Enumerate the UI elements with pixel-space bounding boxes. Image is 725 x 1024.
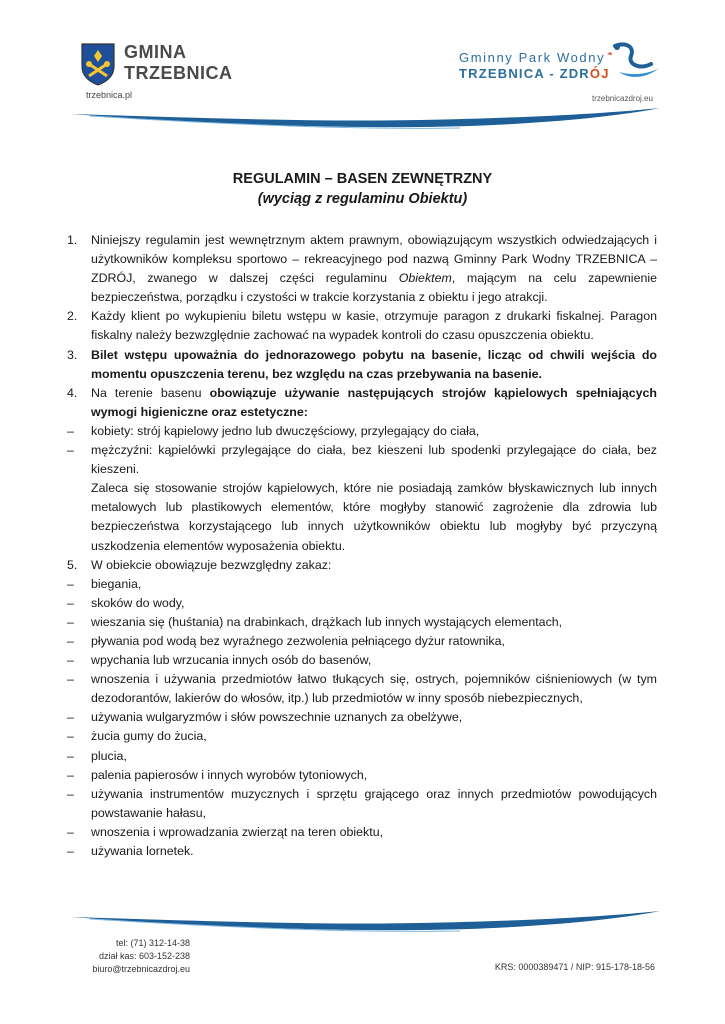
rule-4-bold: obowiązuje używanie następujących strojów kąpielowych spełniających wymogi higieniczne oraz estetyczne: xyxy=(91,385,657,419)
list-item-text: kobiety: strój kąpielowy jedno lub dwuczęściowy, przylegający do ciała, xyxy=(91,423,480,438)
dash-bullet: – xyxy=(67,595,74,610)
list-item-text: pływania pod wodą bez wyraźnego zezwolenia pełniącego dyżur ratownika, xyxy=(91,633,505,648)
prohibition-item xyxy=(67,766,657,785)
list-item-text: wpychania lub wrzucania innych osób do basenów, xyxy=(91,653,372,668)
rule-text: Każdy klient po wykupieniu biletu wstępu w kasie, otrzymuje paragon z drukarki fiskalnej. Paragon fiskalny należy bezwzględnie zachować na wypadek kontroli do czasu opuszczenia obiektu. xyxy=(91,309,657,343)
rule-number: 2. xyxy=(67,309,78,324)
swimwear-recommendation: Zaleca się stosowanie strojów kąpielowych, które nie posiadają zamków błyskawicznych lub innych metalowych lub plastikowych elementów, które mogłyby stanowić zagrożenie dla zdrowia lub bezpieczeństwa korzystającego lub innych użytkowników obiektu lub mogłyby być przyczyną uszkodzenia elementów wyposażenia obiektu. xyxy=(91,481,657,553)
rule-text: W obiekcie obowiązuje bezwzględny zakaz: xyxy=(91,557,332,572)
prohibition-item xyxy=(67,575,657,594)
footer-cashier-phone: dział kas: 603-152-238 xyxy=(98,951,190,961)
list-item-text: skoków do wody, xyxy=(91,595,185,610)
park-location-accent: ÓJ xyxy=(589,66,610,81)
footer-contact xyxy=(80,937,190,976)
list-item-text: palenia papierosów i innych wyrobów tytoniowych, xyxy=(91,767,368,782)
swan-wave-icon xyxy=(605,40,661,84)
dash-bullet: – xyxy=(67,710,74,725)
dash-bullet: – xyxy=(67,443,74,458)
prohibition-item xyxy=(67,613,657,632)
dash-bullet: – xyxy=(67,748,74,763)
dash-bullet: – xyxy=(67,729,74,744)
prohibition-item xyxy=(67,823,657,842)
prohibition-item xyxy=(67,708,657,727)
gmina-name: TRZEBNICA xyxy=(124,63,233,83)
rule-text xyxy=(91,384,657,422)
document-title: REGULAMIN – BASEN ZEWNĘTRZNY xyxy=(232,171,493,187)
rule-text xyxy=(91,231,657,307)
dash-bullet: – xyxy=(67,672,74,687)
prohibition-item xyxy=(67,747,657,766)
list-item-text: używania wulgaryzmów i słów powszechnie uznanych za obelżywe, xyxy=(91,710,463,725)
list-item-text: wnoszenia i używania przedmiotów łatwo tłukących się, ostrych, pojemników ciśnieniowych (w tym dezodorantów, lakierów do włosów, itp.) lub przedmiotów w inny sposób niebezpiecznych, xyxy=(91,672,657,706)
left-logo-url[interactable]: trzebnica.pl xyxy=(86,90,133,100)
park-location-main: TRZEBNICA - ZDR xyxy=(459,66,590,81)
prohibition-item xyxy=(67,727,657,746)
list-item-text: biegania, xyxy=(91,576,142,591)
rule-2 xyxy=(67,307,657,345)
list-item-text: plucia, xyxy=(91,748,127,763)
prohibition-item xyxy=(67,632,657,651)
rule-number: 5. xyxy=(67,557,78,572)
footer-wave-divider xyxy=(0,905,725,933)
rule-number: 4. xyxy=(67,385,78,400)
coat-of-arms-icon xyxy=(80,42,116,86)
rule-4-lead: Na terenie basenu xyxy=(91,385,210,400)
rule-number: 1. xyxy=(67,233,78,247)
swimwear-item xyxy=(67,441,657,479)
rule-number: 3. xyxy=(67,347,78,362)
dash-bullet: – xyxy=(67,844,74,858)
prohibition-item xyxy=(67,842,657,861)
rule-1-text-b: , mającym na celu zapewnienie bezpieczeństwa, porządku i czystości w trakcie korzystania z obiektu i jego atrakcji. xyxy=(91,271,657,305)
header-wave-divider xyxy=(0,100,725,130)
rule-3 xyxy=(67,346,657,384)
list-item-text: żucia gumy do żucia, xyxy=(91,729,207,744)
footer-email[interactable]: biuro@trzebnicazdroj.eu xyxy=(92,964,190,974)
regulations-body xyxy=(67,231,657,861)
rule-1 xyxy=(67,231,657,307)
dash-bullet: – xyxy=(67,576,74,591)
prohibition-item xyxy=(67,670,657,708)
park-location-line xyxy=(459,66,610,81)
document-subtitle: (wyciąg z regulaminu Obiektu) xyxy=(257,191,468,207)
park-name-line: Gminny Park Wodny xyxy=(459,50,606,65)
list-item-text: mężczyźni: kąpielówki przylegające do ciała, bez kieszeni lub spodenki przylegające do ciała, bez kieszeni. xyxy=(91,443,657,477)
dash-bullet: – xyxy=(67,653,74,668)
dash-bullet: – xyxy=(67,614,74,629)
prohibition-item xyxy=(67,651,657,670)
prohibition-item xyxy=(67,785,657,823)
rule-text: Bilet wstępu upoważnia do jednorazowego pobytu na basenie, licząc od chwili wejścia do momentu opuszczenia terenu, bez względu na czas przebywania na basenie. xyxy=(91,347,657,381)
list-item-text: wnoszenia i wprowadzania zwierząt na teren obiektu, xyxy=(91,824,384,839)
swimwear-item xyxy=(67,422,657,441)
dash-bullet: – xyxy=(67,767,74,782)
rule-5 xyxy=(67,556,657,575)
list-item-text: wieszania się (huśtania) na drabinkach, drążkach lub innych wystających elementach, xyxy=(91,614,563,629)
prohibition-item xyxy=(67,594,657,613)
list-item-text: używania lornetek. xyxy=(91,844,194,858)
dash-bullet: – xyxy=(67,786,74,801)
rule-4 xyxy=(67,384,657,422)
gmina-word: GMINA xyxy=(124,42,187,62)
right-logo-url[interactable]: trzebnicazdroj.eu xyxy=(592,94,653,103)
rule-1-text-a: Niniejszy regulamin jest wewnętrznym aktem prawnym, obowiązującym wszystkich odwiedzających i użytkowników kompleksu sportowo – rekreacyjnego pod nazwą Gminny Park Wodny TRZEBNICA – ZDRÓJ, zwanego w dalszej części regulaminu xyxy=(91,233,657,286)
footer-registry: KRS: 0000389471 / NIP: 915-178-18-56 xyxy=(494,962,655,972)
dash-bullet: – xyxy=(67,423,74,438)
dash-bullet: – xyxy=(67,824,74,839)
dash-bullet: – xyxy=(67,633,74,648)
park-wodny-logo xyxy=(455,38,665,88)
rule-1-emphasis: Obiektem xyxy=(398,271,452,286)
footer-phone: tel: (71) 312-14-38 xyxy=(115,938,190,948)
list-item-text: używania instrumentów muzycznych i sprzętu grającego oraz innych przedmiotów powodujących powstawanie hałasu, xyxy=(91,786,657,820)
